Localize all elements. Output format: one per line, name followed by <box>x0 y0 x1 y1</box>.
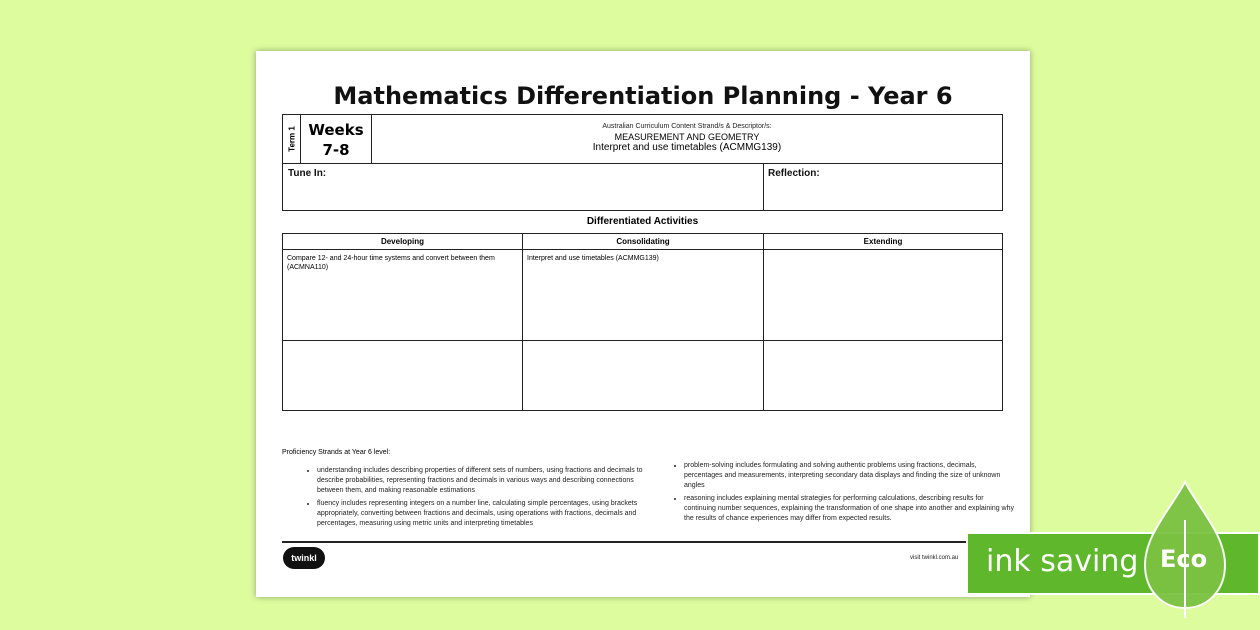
page-title: Mathematics Differentiation Planning - Year 6 <box>333 82 953 110</box>
footer-divider <box>282 541 1003 543</box>
cell-extending-1 <box>763 249 1003 341</box>
weeks-cell <box>300 114 372 164</box>
strand-text: MEASUREMENT AND GEOMETRY <box>614 132 760 142</box>
proficiency-list-left <box>305 466 652 532</box>
cell-consolidating-2 <box>522 340 764 411</box>
proficiency-problem-solving: • problem-solving includes formulating and solving authentic problems using fractions, decimals, percentages and measurements, interpreting secondary data displays and finding the size of unknown angles <box>684 461 1014 491</box>
proficiency-fluency: • fluency includes representing integers on a number line, calculating simple percentages, using brackets appropriately, converting between fractions and decimals, using operations with fractions, decimals and percentages, measuring using metric units and interpreting timetables <box>317 499 652 529</box>
proficiency-list-right <box>672 461 1014 527</box>
twinkl-logo: twinkl <box>283 547 325 569</box>
column-header-extending: Extending <box>763 233 1003 250</box>
term-cell <box>282 114 301 164</box>
cell-developing-2 <box>282 340 523 411</box>
eco-label: Eco <box>1160 545 1208 573</box>
tune-in-box <box>282 163 764 211</box>
curriculum-cell <box>371 114 1003 164</box>
cell-developing-1: Compare 12- and 24-hour time systems and convert between them (ACMNA110) <box>282 249 523 341</box>
ink-saving-text: ink saving <box>986 544 1139 579</box>
curriculum-heading: Australian Curriculum Content Strand/s & Descriptor/s: <box>602 123 772 130</box>
weeks-label: Weeks <box>308 121 364 139</box>
column-header-developing: Developing <box>282 233 523 250</box>
descriptor-text: Interpret and use timetables (ACMMG139) <box>592 142 782 153</box>
tune-in-label: Tune In: <box>288 168 327 179</box>
weeks-value: 7-8 <box>322 141 350 159</box>
term-label: Term 1 <box>287 126 296 152</box>
reflection-label: Reflection: <box>768 168 820 179</box>
proficiency-reasoning: • reasoning includes explaining mental strategies for performing calculations, describing results for continuing number sequences, explaining the transformation of one shape into another and explaining why the results of chance experiences may differ from expected results. <box>684 494 1014 524</box>
proficiency-intro: Proficiency Strands at Year 6 level: <box>282 449 391 456</box>
cell-extending-2 <box>763 340 1003 411</box>
activities-title: Differentiated Activities <box>586 216 699 227</box>
cell-consolidating-1: Interpret and use timetables (ACMMG139) <box>522 249 764 341</box>
visit-link[interactable]: visit twinkl.com.au <box>910 555 959 561</box>
column-header-consolidating: Consolidating <box>522 233 764 250</box>
proficiency-understanding: • understanding includes describing properties of different sets of numbers, using fractions and decimals to describe probabilities, representing fractions and decimals in various ways and describing connections between them, and making reasonable estimations <box>317 466 652 496</box>
